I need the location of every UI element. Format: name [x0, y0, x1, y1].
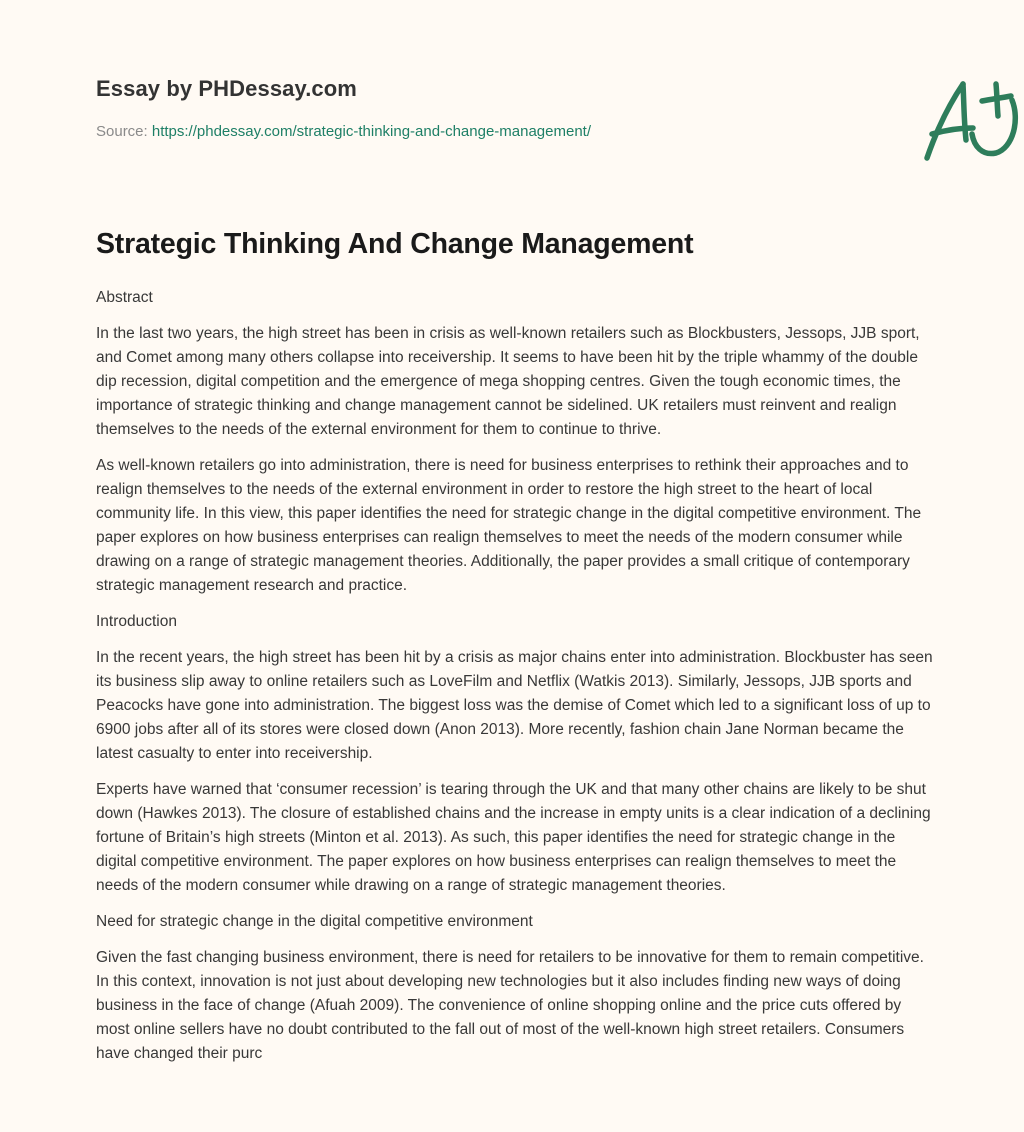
- paragraph: In the last two years, the high street has been in crisis as well-known retailers such as Blockbusters, Jessops, JJB sport, and Comet among many others collapse into receivership. It seems to have been hit by the triple whammy of the double dip recession, digital competition and the emergence of mega shopping centres. Given the tough economic times, the importance of strategic thinking and change management cannot be sidelined. UK retailers must reinvent and realign themselves to the needs of the external environment for them to continue to thrive.: [96, 325, 920, 438]
- paragraph: As well-known retailers go into administration, there is need for business enterprises to rethink their approaches and to realign themselves to the needs of the external environment in order to restore the high street to the heart of local community life. In this view, this paper identifies the need for strategic change in the digital competitive environment. The paper explores on how business enterprises can realign themselves to meet the needs of the modern consumer while drawing on a range of strategic management theories. Additionally, the paper provides a small critique of contemporary strategic management research and practice.: [96, 457, 922, 594]
- section-heading-introduction: Introduction: [96, 613, 177, 630]
- source-line: [96, 123, 591, 140]
- paragraph: Given the fast changing business environment, there is need for retailers to be innovative for them to remain competitive. In this context, innovation is not just about developing new technologies but it also includes finding new ways of doing business in the face of change (Afuah 2009). The convenience of online shopping online and the price cuts offered by most online sellers have no doubt contributed to the fall out of most of the well-known high street retailers. Consumers have changed their purc: [96, 949, 924, 1062]
- section-heading-abstract: Abstract: [96, 289, 153, 306]
- essay-title: Strategic Thinking And Change Management: [96, 228, 694, 260]
- paragraph: In the recent years, the high street has been hit by a crisis as major chains enter into administration. Blockbuster has seen its business slip away to online retailers such as LoveFilm and Netflix (Watkis 2013). Similarly, Jessops, JJB sports and Peacocks have gone into administration. The biggest loss was the demise of Comet which led to a significant loss of up to 6900 jobs after all of its stores were closed down (Anon 2013). More recently, fashion chain Jane Norman became the latest casualty to enter into receivership.: [96, 649, 933, 762]
- source-label: Source:: [96, 123, 152, 140]
- a-plus-grade-icon: [918, 70, 1024, 165]
- essay-body: [96, 286, 936, 1078]
- source-link[interactable]: https://phdessay.com/strategic-thinking-and-change-management/: [151, 123, 591, 140]
- paragraph: Experts have warned that ‘consumer recession’ is tearing through the UK and that many other chains are likely to be shut down (Hawkes 2013). The closure of established chains and the increase in empty units is a clear indication of a declining fortune of Britain’s high streets (Minton et al. 2013). As such, this paper identifies the need for strategic change in the digital competitive environment. The paper explores on how business enterprises can realign themselves to meet the needs of the modern consumer while drawing on a range of strategic management theories.: [96, 781, 931, 894]
- section-heading-strategic-change: Need for strategic change in the digital competitive environment: [96, 913, 533, 930]
- site-title: Essay by PHDessay.com: [96, 76, 357, 101]
